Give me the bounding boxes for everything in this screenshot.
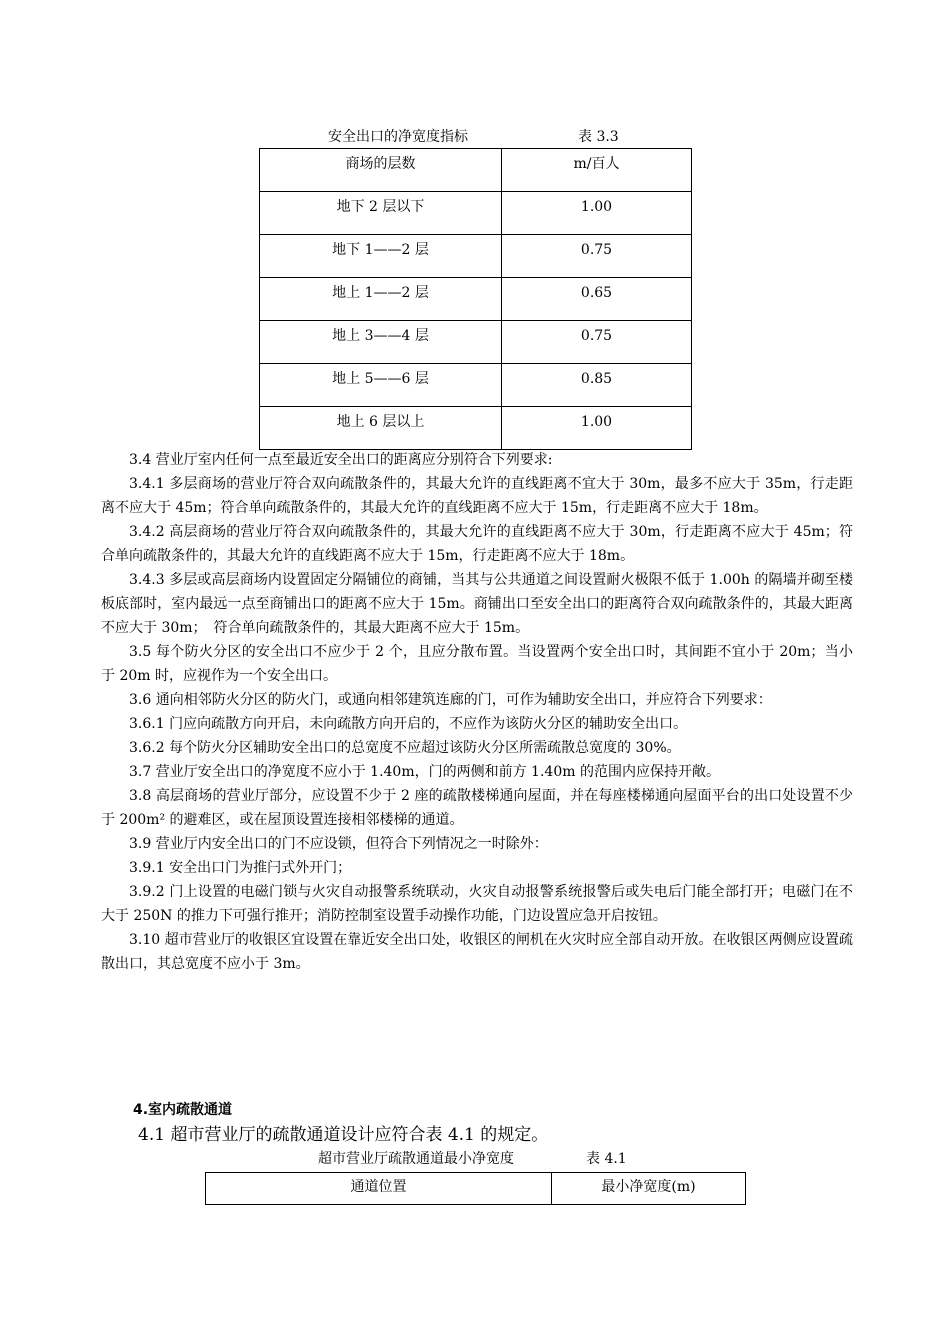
clause-3-4: 3.4 营业厅室内任何一点至最近安全出口的距离应分别符合下列要求: (129, 452, 553, 468)
clause-3-4-1: 3.4.1 多层商场的营业厅符合双向疏散条件的，其最大允许的直线距离不宜大于 30m，最多不应大于 35m，行走距离不应大于 45m；符合单向疏散条件的，其最大允许的直线距离不应大于 15m，行走距离不应大于 18m。 (101, 476, 853, 516)
section-4-heading: 4.室内疏散通道 (133, 1102, 233, 1118)
floor-cell: 地上 1——2 层 (260, 278, 502, 321)
clause-3-4-3: 3.4.3 多层或高层商场内设置固定分隔铺位的商铺，当其与公共通道之间设置耐火极限不低于 1.00h 的隔墙并砌至楼板底部时，室内最远一点至商铺出口的距离不应大于 15m。商铺出口至安全出口的距离符合双向疏散条件的，其最大距离不应大于 30m； 符合单向疏散条件的，其最大距离不应大于 15m。 (101, 572, 853, 636)
table-3-3-number: 表 3.3 (578, 129, 619, 145)
value-cell: 1.00 (502, 407, 692, 450)
table-3-3-title: 安全出口的净宽度指标 (328, 129, 468, 145)
value-cell: 0.75 (502, 321, 692, 364)
clause-3-4-2: 3.4.2 高层商场的营业厅符合双向疏散条件的，其最大允许的直线距离不应大于 30m，行走距离不应大于 45m；符合单向疏散条件的，其最大允许的直线距离不应大于 15m，行走距离不应大于 18m。 (101, 524, 853, 564)
table-row (260, 192, 692, 235)
table-row (260, 278, 692, 321)
table-header-row (206, 1173, 746, 1205)
table-row (260, 321, 692, 364)
header-cell-min-width: 最小净宽度(m) (552, 1173, 746, 1205)
floor-cell: 地上 6 层以上 (260, 407, 502, 450)
clause-3-6: 3.6 通向相邻防火分区的防火门，或通向相邻建筑连廊的门，可作为辅助安全出口，并应符合下列要求： (129, 692, 772, 708)
clause-3-9: 3.9 营业厅内安全出口的门不应设锁，但符合下列情况之一时除外： (129, 836, 548, 852)
clause-text-block (101, 448, 853, 976)
table-4-1 (205, 1172, 746, 1205)
clause-3-6-2: 3.6.2 每个防火分区辅助安全出口的总宽度不应超过该防火分区所需疏散总宽度的 30%。 (129, 740, 681, 756)
floor-cell: 地上 3——4 层 (260, 321, 502, 364)
clause-4-1: 4.1 超市营业厅的疏散通道设计应符合表 4.1 的规定。 (138, 1125, 549, 1145)
clause-3-9-2: 3.9.2 门上设置的电磁门锁与火灾自动报警系统联动，火灾自动报警系统报警后或失电后门能全部打开；电磁门在不大于 250N 的推力下可强行推开；消防控制室设置手动操作功能，门边设置应急开启按钮。 (101, 884, 853, 924)
table-row (260, 407, 692, 450)
header-cell-width: m/百人 (502, 149, 692, 192)
table-4-1-title: 超市营业厅疏散通道最小净宽度 (318, 1151, 514, 1167)
clause-3-8: 3.8 高层商场的营业厅部分，应设置不少于 2 座的疏散楼梯通向屋面，并在每座楼梯通向屋面平台的出口处设置不少于 200m² 的避难区，或在屋顶设置连接相邻楼梯的通道。 (101, 788, 853, 828)
floor-cell: 地下 2 层以下 (260, 192, 502, 235)
table-4-1-number: 表 4.1 (586, 1151, 627, 1167)
clause-3-6-1: 3.6.1 门应向疏散方向开启，未向疏散方向开启的，不应作为该防火分区的辅助安全出口。 (129, 716, 688, 732)
floor-cell: 地下 1——2 层 (260, 235, 502, 278)
clause-3-7: 3.7 营业厅安全出口的净宽度不应小于 1.40m，门的两侧和前方 1.40m 的范围内应保持开敞。 (129, 764, 720, 780)
value-cell: 0.75 (502, 235, 692, 278)
table-row (260, 235, 692, 278)
value-cell: 0.85 (502, 364, 692, 407)
clause-3-5: 3.5 每个防火分区的安全出口不应少于 2 个，且应分散布置。当设置两个安全出口时，其间距不宜小于 20m；当小于 20m 时，应视作为一个安全出口。 (101, 644, 853, 684)
header-cell-location: 通道位置 (206, 1173, 552, 1205)
value-cell: 0.65 (502, 278, 692, 321)
table-row (260, 364, 692, 407)
table-header-row (260, 149, 692, 192)
table-3-3 (259, 148, 692, 450)
clause-3-9-1: 3.9.1 安全出口门为推闩式外开门； (129, 860, 352, 876)
value-cell: 1.00 (502, 192, 692, 235)
header-cell-floors: 商场的层数 (260, 149, 502, 192)
floor-cell: 地上 5——6 层 (260, 364, 502, 407)
clause-3-10: 3.10 超市营业厅的收银区宜设置在靠近安全出口处，收银区的闸机在火灾时应全部自动开放。在收银区两侧应设置疏散出口，其总宽度不应小于 3m。 (101, 932, 853, 972)
